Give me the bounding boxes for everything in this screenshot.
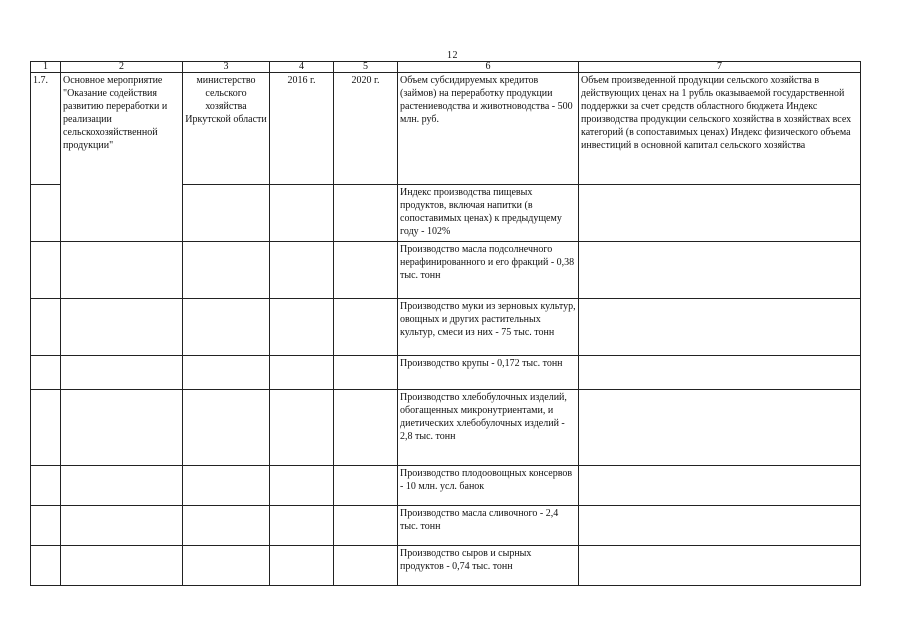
table-row <box>31 356 861 390</box>
start-year: 2016 г. <box>270 73 334 185</box>
indicator-cell: Объем субсидируемых кредитов (займов) на переработку продукции растениеводства и животноводства - 500 млн. руб. <box>398 73 579 185</box>
indicator-cell: Индекс производства пищевых продуктов, включая напитки (в сопоставимых ценах) к предыдущему году - 102% <box>398 185 579 242</box>
indicator-cell: Производство муки из зерновых культур, овощных и других растительных культур, смеси из них - 75 тыс. тонн <box>398 299 579 356</box>
end-year: 2020 г. <box>334 73 398 185</box>
indicator-cell: Производство сыров и сырных продуктов - 0,74 тыс. тонн <box>398 546 579 586</box>
table-row <box>31 546 861 586</box>
column-header: 5 <box>334 62 398 73</box>
table-row <box>31 506 861 546</box>
table-row <box>31 299 861 356</box>
indicator-cell: Производство масла подсолнечного нерафинированного и его фракций - 0,38 тыс. тонн <box>398 242 579 299</box>
column-header: 1 <box>31 62 61 73</box>
column-header: 4 <box>270 62 334 73</box>
column-header: 2 <box>61 62 183 73</box>
indicator-cell: Производство масла сливочного - 2,4 тыс. тонн <box>398 506 579 546</box>
executor: министерство сельского хозяйства Иркутской области <box>183 73 270 185</box>
indicator-cell: Производство плодоовощных консервов - 10 млн. усл. банок <box>398 466 579 506</box>
page-number: 12 <box>447 50 458 61</box>
column-header: 3 <box>183 62 270 73</box>
table-row <box>31 390 861 466</box>
activity-name: Основное мероприятие "Оказание содействия развитию переработки и реализации сельскохозяйственной продукции" <box>61 73 183 242</box>
table-row <box>31 466 861 506</box>
table-row <box>31 73 861 185</box>
indicator-cell: Производство хлебобулочных изделий, обогащенных микронутриентами, и диетических хлебобулочных изделий - 2,8 тыс. тонн <box>398 390 579 466</box>
column-header: 6 <box>398 62 579 73</box>
table-row <box>31 242 861 299</box>
measures-table <box>30 61 861 586</box>
header-row <box>31 62 861 73</box>
indicator-cell: Производство крупы - 0,172 тыс. тонн <box>398 356 579 390</box>
row-number: 1.7. <box>31 73 61 185</box>
column-header: 7 <box>579 62 861 73</box>
target-indicators: Объем произведенной продукции сельского хозяйства в действующих ценах на 1 рубль оказываемой государственной поддержки за счет средств областного бюджета Индекс производства продукции сельского хозяйства в хозяйствах всех категорий (в сопоставимых ценах) Индекс физического объема инвестиций в основной капитал сельского хозяйства <box>579 73 861 185</box>
